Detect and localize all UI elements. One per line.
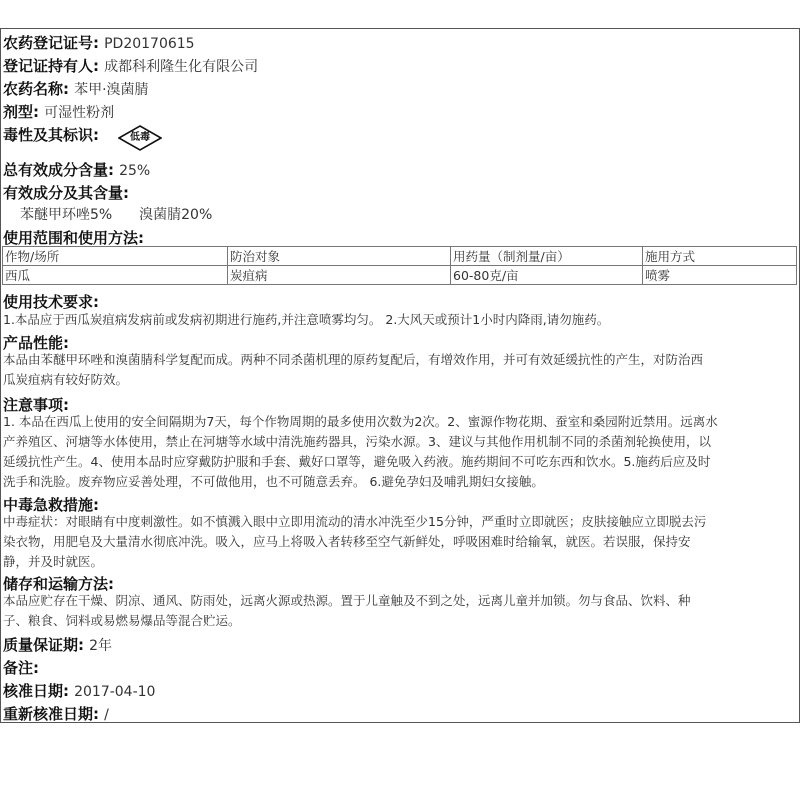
table-cell: 60-80克/亩 (451, 266, 643, 285)
text-line: 产养殖区、河塘等水体使用，禁止在河塘等水域中清洗施药器具，污染水源。3、建议与其他作用机制不同的杀菌剂轮换使用，以 (3, 434, 711, 449)
text-line: 延缓抗性产生。4、使用本品时应穿戴防护服和手套、戴好口罩等，避免吸入药液。施药期间不可吃东西和饮水。5.施药后应及时 (3, 454, 711, 469)
approval-date-row (3, 680, 797, 701)
ingredient-item: 苯醚甲环唑5% (20, 207, 113, 223)
registration-label: 农药登记证号: (3, 34, 99, 52)
technique-text: 1.本品应于西瓜炭疽病发病前或发病初期进行施药,并注意喷雾均匀。 2.大风天或预计1小时内降雨,请勿施药。 (3, 312, 610, 327)
usage-row (3, 227, 797, 248)
table-cell: 炭疽病 (228, 266, 451, 285)
performance-text (3, 350, 798, 390)
holder-value: 成都科利隆生化有限公司 (104, 59, 259, 75)
storage-label: 储存和运输方法: (3, 575, 114, 593)
low-toxicity-diamond-icon (118, 125, 162, 151)
reapproval-date-value: / (104, 707, 109, 723)
performance-label: 产品性能: (3, 334, 69, 352)
toxicity-badge-text: 低毒 (130, 132, 150, 143)
formulation-row (3, 101, 797, 122)
holder-label: 登记证持有人: (3, 57, 99, 75)
name-row (3, 78, 797, 99)
text-line: 染衣物，用肥皂及大量清水彻底冲洗。吸入，应马上将吸入者转移至空气新鲜处，呼吸困难时给输氧，就医。若误服，保持安 (3, 534, 691, 549)
text-line: 瓜炭疽病有较好防效。 (3, 372, 129, 387)
table-header-cell: 施用方式 (643, 247, 797, 266)
shelf-life-value: 2年 (89, 638, 113, 654)
storage-text (3, 591, 798, 631)
formulation-value: 可湿性粉剂 (44, 105, 115, 121)
total-content-label: 总有效成分含量: (3, 161, 114, 179)
reapproval-date-row (3, 703, 797, 724)
name-value: 苯甲·溴菌腈 (74, 82, 149, 98)
approval-date-label: 核准日期: (3, 682, 69, 700)
shelf-life-row (3, 634, 797, 655)
registration-value: PD20170615 (104, 36, 195, 52)
table-header-row (3, 247, 797, 266)
reapproval-date-label: 重新核准日期: (3, 705, 99, 723)
text-line: 子、粮食、饲料或易燃易爆品等混合贮运。 (3, 613, 241, 628)
remarks-row (3, 657, 797, 678)
registration-row (3, 32, 797, 53)
toxicity-label: 毒性及其标识: (3, 126, 99, 144)
technique-label: 使用技术要求: (3, 293, 99, 311)
precautions-text (3, 412, 798, 492)
table-header-cell: 用药量（制剂量/亩） (451, 247, 643, 266)
text-line: 中毒症状：对眼睛有中度刺激性。如不慎溅入眼中立即用流动的清水冲洗至少15分钟，严重时立即就医；皮肤接触应立即脱去污 (3, 514, 707, 529)
total-content-row (3, 159, 797, 180)
table-cell: 西瓜 (3, 266, 228, 285)
text-line: 本品应贮存在干燥、阴凉、通风、防雨处，远离火源或热源。置于儿童触及不到之处，远离儿童并加锁。勿与食品、饮料、种 (3, 593, 691, 608)
table-header-cell: 防治对象 (228, 247, 451, 266)
ingredients-row (3, 182, 797, 203)
precautions-label: 注意事项: (3, 396, 69, 414)
ingredients-label: 有效成分及其含量: (3, 184, 129, 202)
ingredient-item: 溴菌腈20% (139, 207, 213, 223)
text-line: 1. 本品在西瓜上使用的安全间隔期为7天，每个作物周期的最多使用次数为2次。2、蜜源作物花期、蚕室和桑园附近禁用。远离水 (3, 414, 718, 429)
first-aid-label: 中毒急救措施: (3, 496, 99, 514)
name-label: 农药名称: (3, 80, 69, 98)
technique-row (3, 291, 797, 312)
text-line: 本品由苯醚甲环唑和溴菌腈科学复配而成。两种不同杀菌机理的原药复配后，有增效作用，并可有效延缓抗性的产生，对防治西 (3, 352, 704, 367)
ingredients-list (20, 204, 212, 224)
total-content-value: 25% (119, 163, 151, 179)
approval-date-value: 2017-04-10 (74, 684, 156, 700)
formulation-label: 剂型: (3, 103, 39, 121)
table-row (3, 266, 797, 285)
shelf-life-label: 质量保证期: (3, 636, 84, 654)
text-line: 洗手和洗脸。废弃物应妥善处理，不可做他用，也不可随意丢弃。 6.避免孕妇及哺乳期妇女接触。 (3, 474, 544, 489)
table-cell: 喷雾 (643, 266, 797, 285)
usage-label: 使用范围和使用方法: (3, 229, 144, 247)
usage-table (2, 246, 797, 285)
text-line: 静，并及时就医。 (3, 554, 104, 569)
holder-row (3, 55, 797, 76)
first-aid-text (3, 512, 798, 572)
table-header-cell: 作物/场所 (3, 247, 228, 266)
remarks-label: 备注: (3, 659, 39, 677)
